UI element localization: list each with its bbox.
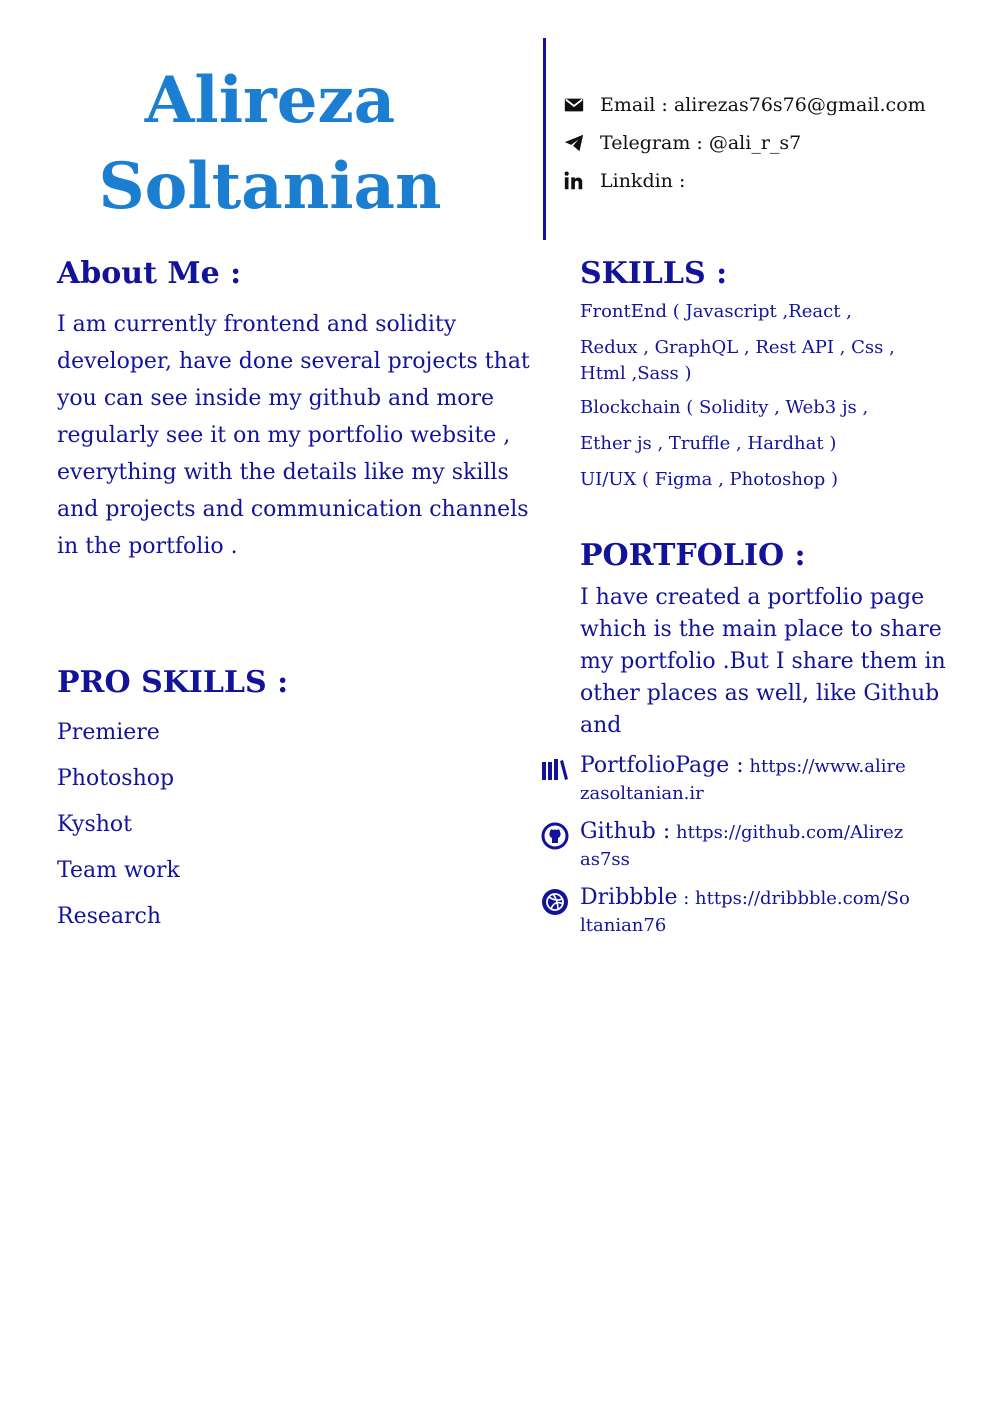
portfolio-title: PORTFOLIO : [580,538,806,573]
contact-telegram-text: Telegram : @ali_r_s7 [600,132,802,154]
last-name: Soltanian [98,149,442,224]
skills-title: SKILLS : [580,256,728,291]
skills-line: Redux , GraphQL , Rest API , Css , [580,337,895,358]
github-link[interactable] [540,818,910,873]
about-title: About Me : [57,256,242,291]
github-url[interactable]: https://github.com/Alirezas7ss [580,822,904,870]
dribbble-link[interactable] [540,884,910,939]
telegram-icon [562,131,586,155]
resume-name [40,58,500,230]
skills-line: Html ,Sass ) [580,363,692,384]
skills-list [580,298,940,494]
mail-icon [562,93,586,117]
contact-email[interactable] [562,86,926,124]
list-item: Team work [57,858,180,883]
contact-list [562,86,926,200]
portfolio-page-url[interactable]: https://www.alirezasoltanian.ir [580,756,906,804]
linkedin-icon [562,169,586,193]
pro-skills-list [57,714,180,944]
portfolio-page-label: PortfolioPage : [580,753,744,778]
portfolio-text: I have created a portfolio page which is the main place to share my portfolio .But I share them in other places as well, like Github and [580,585,946,738]
skills-line: UI/UX ( Figma , Photoshop ) [580,469,839,490]
contact-linkedin-text: Linkdin : [600,170,686,192]
github-icon [540,822,570,852]
github-label: Github : [580,819,671,844]
skills-line: Ether js , Truffle , Hardhat ) [580,433,837,454]
skills-line: Blockchain ( Solidity , Web3 js , [580,397,869,418]
portfolio-page-link[interactable] [540,752,910,807]
header-divider [543,38,546,240]
books-icon [540,756,570,786]
list-item: Research [57,904,162,929]
about-text: I am currently frontend and solidity developer, have done several projects that you can see inside my github and more regularly see it on my portfolio website , everything with the details like my skills and projects and communication channels in the portfolio . [57,312,530,559]
contact-telegram[interactable] [562,124,926,162]
skills-line: FrontEnd ( Javascript ,React , [580,301,852,322]
dribbble-label: Dribbble [580,885,678,910]
first-name: Alireza [144,63,396,138]
dribbble-url[interactable]: : https://dribbble.com/Soltanian76 [580,888,910,936]
list-item: Kyshot [57,812,133,837]
contact-email-text: Email : alirezas76s76@gmail.com [600,94,926,116]
list-item: Premiere [57,720,160,745]
pro-skills-title: PRO SKILLS : [57,665,289,700]
contact-linkedin[interactable] [562,162,926,200]
list-item: Photoshop [57,766,175,791]
dribbble-icon [540,888,570,918]
